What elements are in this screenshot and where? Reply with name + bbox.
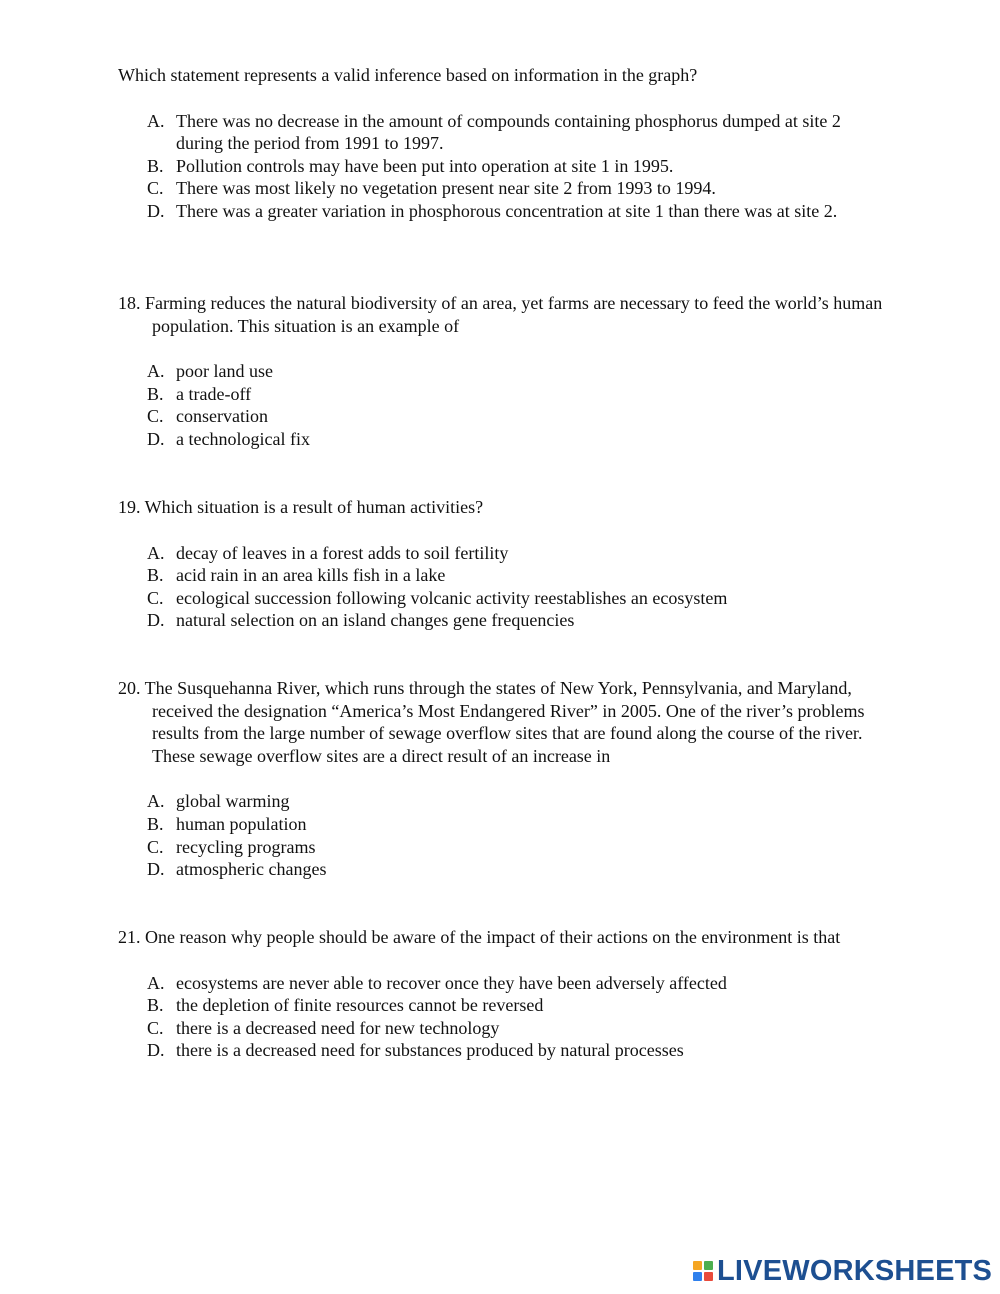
question-stem: 19. Which situation is a result of human activities? [118,497,484,517]
option-text: there is a decreased need for new technology [176,1017,500,1038]
option-text: global warming [176,791,290,812]
question-18 [118,292,888,451]
option-text: decay of leaves in a forest adds to soil fertility [176,542,509,563]
option-letter: D. [147,1040,165,1061]
option-letter: C. [147,178,164,199]
logo-square [693,1261,702,1270]
answer-option-d[interactable] [118,200,888,223]
question-21 [118,926,888,1062]
answer-option-c[interactable] [118,587,888,610]
option-letter: D. [147,428,165,449]
answer-option-d[interactable] [118,428,888,451]
answer-option-b[interactable] [118,994,888,1017]
option-text: a trade-off [176,383,252,404]
answer-options [118,972,888,1062]
option-letter: A. [147,791,165,812]
liveworksheets-logo-text: LIVEWORKSHEETS [717,1255,993,1287]
answer-option-b[interactable] [118,564,888,587]
logo-square [704,1272,713,1281]
option-text: ecological succession following volcanic activity reestablishes an ecosystem [176,587,728,608]
question-stem: 21. One reason why people should be aware of the impact of their actions on the environment is that [118,927,841,947]
option-letter: A. [147,972,165,993]
option-text: recycling programs [176,836,316,857]
liveworksheets-logo-icon [693,1261,713,1281]
answer-option-c[interactable] [118,836,888,859]
option-letter: A. [147,110,165,131]
answer-option-c[interactable] [118,1017,888,1040]
logo-square [693,1272,702,1281]
answer-option-a[interactable] [118,972,888,995]
option-text: human population [176,813,307,834]
option-letter: A. [147,361,165,382]
option-letter: A. [147,542,165,563]
answer-option-b[interactable] [118,155,888,178]
option-text: There was no decrease in the amount of compounds containing phosphorus dumped at site 2 during the period from 1991 to 1997. [176,110,841,154]
option-text: Pollution controls may have been put into operation at site 1 in 1995. [176,155,674,176]
option-letter: B. [147,383,164,404]
option-text: natural selection on an island changes gene frequencies [176,610,575,631]
option-letter: C. [147,406,164,427]
option-letter: D. [147,859,165,880]
option-text: conservation [176,406,268,427]
option-letter: D. [147,610,165,631]
option-letter: B. [147,155,164,176]
option-letter: D. [147,200,165,221]
answer-options [118,790,888,880]
option-text: There was a greater variation in phosphorous concentration at site 1 than there was at site 2. [176,200,838,221]
answer-options [118,542,888,632]
question-stem: 18. Farming reduces the natural biodiversity of an area, yet farms are necessary to feed the world’s human population. This situation is an example of [118,293,883,336]
option-letter: B. [147,813,164,834]
answer-option-d[interactable] [118,858,888,881]
option-text: the depletion of finite resources cannot be reversed [176,995,544,1016]
option-letter: C. [147,1017,164,1038]
answer-option-b[interactable] [118,813,888,836]
answer-option-a[interactable] [118,110,888,155]
option-letter: B. [147,995,164,1016]
question-graph-inference [118,64,888,223]
option-text: acid rain in an area kills fish in a lake [176,565,446,586]
question-stem: 20. The Susquehanna River, which runs through the states of New York, Pennsylvania, and Maryland, received the designation “America’s Most Endangered River” in 2005. One of the river’s problems results from the large number of sewage overflow sites that are found along the course of the river. These sewage overflow sites are a direct result of an increase in [118,678,865,766]
logo-square [704,1261,713,1270]
option-text: atmospheric changes [176,859,327,880]
answer-option-c[interactable] [118,405,888,428]
answer-option-b[interactable] [118,383,888,406]
option-letter: B. [147,565,164,586]
option-letter: C. [147,587,164,608]
option-text: a technological fix [176,428,310,449]
answer-options [118,360,888,450]
question-20 [118,677,888,881]
option-letter: C. [147,836,164,857]
answer-option-d[interactable] [118,1039,888,1062]
answer-option-d[interactable] [118,609,888,632]
answer-option-a[interactable] [118,360,888,383]
option-text: there is a decreased need for substances produced by natural processes [176,1040,684,1061]
option-text: There was most likely no vegetation present near site 2 from 1993 to 1994. [176,178,716,199]
answer-option-a[interactable] [118,790,888,813]
option-text: ecosystems are never able to recover once they have been adversely affected [176,972,727,993]
question-19 [118,496,888,632]
answer-option-a[interactable] [118,542,888,565]
answer-options [118,110,888,223]
answer-option-c[interactable] [118,177,888,200]
liveworksheets-logo [693,1256,992,1286]
option-text: poor land use [176,361,273,382]
question-stem: Which statement represents a valid inference based on information in the graph? [118,65,698,85]
